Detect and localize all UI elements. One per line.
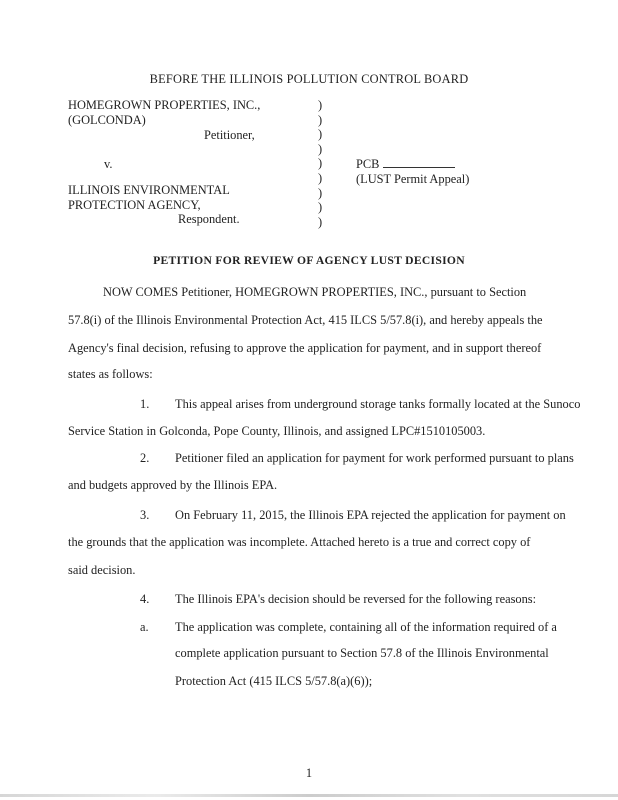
paragraph-3-line-1: On February 11, 2015, the Illinois EPA rejected the application for payment on — [175, 508, 566, 522]
subparagraph-a-line-3: Protection Act (415 ILCS 5/57.8(a)(6)); — [175, 674, 373, 688]
subparagraph-a-letter: a. — [140, 620, 149, 634]
subparagraph-a-line-1: The application was complete, containing all of the information required of a — [175, 620, 557, 634]
scan-edge-artifact — [0, 794, 618, 797]
petitioner-location: (GOLCONDA) — [68, 113, 146, 127]
pcb-label: PCB — [356, 157, 380, 171]
paragraph-1-number: 1. — [140, 397, 150, 411]
subparagraph-a-line-2: complete application pursuant to Section 57.8 of the Illinois Environmental — [175, 646, 549, 660]
intro-line-1: NOW COMES Petitioner, HOMEGROWN PROPERTIES, INC., pursuant to Section — [103, 285, 527, 299]
paragraph-1-line-1: This appeal arises from underground storage tanks formally located at the Sunoco — [175, 397, 581, 411]
paragraph-4-number: 4. — [140, 592, 150, 606]
pcb-number — [356, 157, 455, 172]
intro-line-2: 57.8(i) of the Illinois Environmental Protection Act, 415 ILCS 5/57.8(i), and hereby appeals the — [68, 313, 543, 327]
paragraph-4-line-1: The Illinois EPA's decision should be reversed for the following reasons: — [175, 592, 537, 606]
document-title: PETITION FOR REVIEW OF AGENCY LUST DECISION — [153, 254, 465, 267]
paragraph-3-line-2: the grounds that the application was incomplete. Attached hereto is a true and correct copy of — [68, 535, 531, 549]
caption-parentheses: ) ) ) ) ) ) ) ) ) — [318, 98, 323, 229]
petitioner-role: Petitioner, — [204, 128, 255, 142]
paragraph-2-number: 2. — [140, 451, 150, 465]
petitioner-name: HOMEGROWN PROPERTIES, INC., — [68, 98, 261, 112]
intro-line-3: Agency's final decision, refusing to approve the application for payment, and in support thereof — [68, 341, 542, 355]
versus-label: v. — [104, 157, 113, 171]
intro-line-4: states as follows: — [68, 367, 153, 381]
appeal-type: (LUST Permit Appeal) — [356, 172, 470, 186]
paragraph-1-line-2: Service Station in Golconda, Pope County, Illinois, and assigned LPC#1510105003. — [68, 424, 486, 438]
court-header: BEFORE THE ILLINOIS POLLUTION CONTROL BOARD — [149, 72, 469, 86]
paragraph-3-number: 3. — [140, 508, 150, 522]
paragraph-2-line-2: and budgets approved by the Illinois EPA. — [68, 478, 278, 492]
respondent-name: ILLINOIS ENVIRONMENTAL — [68, 183, 230, 197]
page-number: 1 — [305, 766, 313, 780]
respondent-name-cont: PROTECTION AGENCY, — [68, 198, 201, 212]
respondent-role: Respondent. — [178, 212, 240, 226]
paragraph-3-line-3: said decision. — [68, 563, 136, 577]
paragraph-2-line-1: Petitioner filed an application for payment for work performed pursuant to plans — [175, 451, 574, 465]
pcb-blank-line — [383, 157, 455, 168]
